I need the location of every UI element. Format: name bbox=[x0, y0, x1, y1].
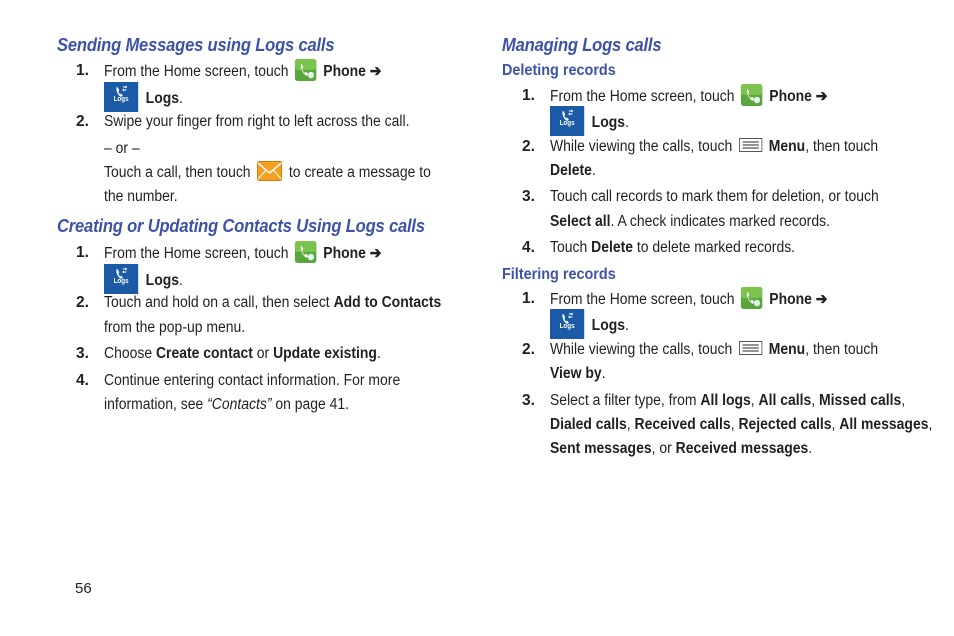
menu-icon bbox=[739, 138, 762, 152]
section-title-sending-messages: Sending Messages using Logs calls bbox=[57, 35, 335, 55]
step-text: from the pop-up menu. bbox=[104, 319, 246, 336]
step-text: From the Home screen, touch Phone ➔ bbox=[550, 289, 827, 311]
phone-icon bbox=[295, 241, 317, 263]
step-text: the number. bbox=[104, 188, 178, 205]
section-title-creating-contacts: Creating or Updating Contacts Using Logs calls bbox=[57, 216, 425, 236]
logs-icon: Logs bbox=[550, 106, 584, 136]
step-number: 1. bbox=[76, 62, 89, 79]
step-number: 2. bbox=[522, 341, 535, 358]
step-number: 1. bbox=[522, 87, 535, 104]
subsection-title-filtering: Filtering records bbox=[502, 266, 616, 283]
logs-icon: Logs bbox=[550, 309, 584, 339]
step-text-cont: Logs Logs. bbox=[550, 108, 629, 138]
step-text: Choose Create contact or Update existing. bbox=[104, 345, 381, 362]
step-text: View by. bbox=[550, 365, 606, 382]
subsection-title-deleting: Deleting records bbox=[502, 62, 616, 79]
step-number: 3. bbox=[522, 188, 535, 205]
step-number: 1. bbox=[76, 244, 89, 261]
step-text: While viewing the calls, touch Menu, then touch bbox=[550, 138, 879, 155]
step-number: 2. bbox=[76, 294, 89, 311]
step-text: Sent messages, or Received messages. bbox=[550, 440, 813, 457]
step-text: From the Home screen, touch Phone ➔ bbox=[104, 243, 381, 265]
phone-icon bbox=[741, 287, 763, 309]
step-text-cont: Logs Logs. bbox=[104, 84, 183, 114]
step-number: 3. bbox=[522, 392, 535, 409]
step-text: Touch and hold on a call, then select Add to Contacts bbox=[104, 294, 442, 311]
step-number: 2. bbox=[76, 113, 89, 130]
step-text: While viewing the calls, touch Menu, then touch bbox=[550, 341, 879, 358]
step-text: information, see “Contacts” on page 41. bbox=[104, 396, 350, 413]
step-text-cont: Logs Logs. bbox=[104, 266, 183, 296]
step-text: Delete. bbox=[550, 162, 596, 179]
step-number: 1. bbox=[522, 290, 535, 307]
step-text: From the Home screen, touch Phone ➔ bbox=[104, 61, 381, 83]
message-icon bbox=[257, 161, 282, 181]
step-number: 4. bbox=[522, 239, 535, 256]
step-text: From the Home screen, touch Phone ➔ bbox=[550, 86, 827, 108]
phone-icon bbox=[741, 84, 763, 106]
menu-icon bbox=[739, 341, 762, 355]
step-number: 2. bbox=[522, 138, 535, 155]
step-text: Continue entering contact information. For more bbox=[104, 372, 401, 389]
section-title-managing-logs: Managing Logs calls bbox=[502, 35, 662, 55]
step-text-cont: Logs Logs. bbox=[550, 311, 629, 341]
page-number: 56 bbox=[75, 580, 92, 597]
step-text: Touch call records to mark them for deletion, or touch bbox=[550, 188, 879, 205]
step-text: Select all. A check indicates marked records. bbox=[550, 213, 830, 230]
phone-icon bbox=[295, 59, 317, 81]
step-number: 3. bbox=[76, 345, 89, 362]
logs-icon: Logs bbox=[104, 264, 138, 294]
contacts-link[interactable]: “Contacts” bbox=[207, 396, 272, 413]
step-number: 4. bbox=[76, 372, 89, 389]
step-text: Swipe your finger from right to left across the call. bbox=[104, 113, 410, 130]
or-separator: – or – bbox=[104, 140, 140, 157]
step-text: Touch Delete to delete marked records. bbox=[550, 239, 796, 256]
step-text: Touch a call, then touch to create a message to bbox=[104, 163, 431, 183]
step-text: Select a filter type, from All logs, All calls, Missed calls, bbox=[550, 392, 906, 409]
step-text: Dialed calls, Received calls, Rejected calls, All messages, bbox=[550, 416, 933, 433]
logs-icon: Logs bbox=[104, 82, 138, 112]
